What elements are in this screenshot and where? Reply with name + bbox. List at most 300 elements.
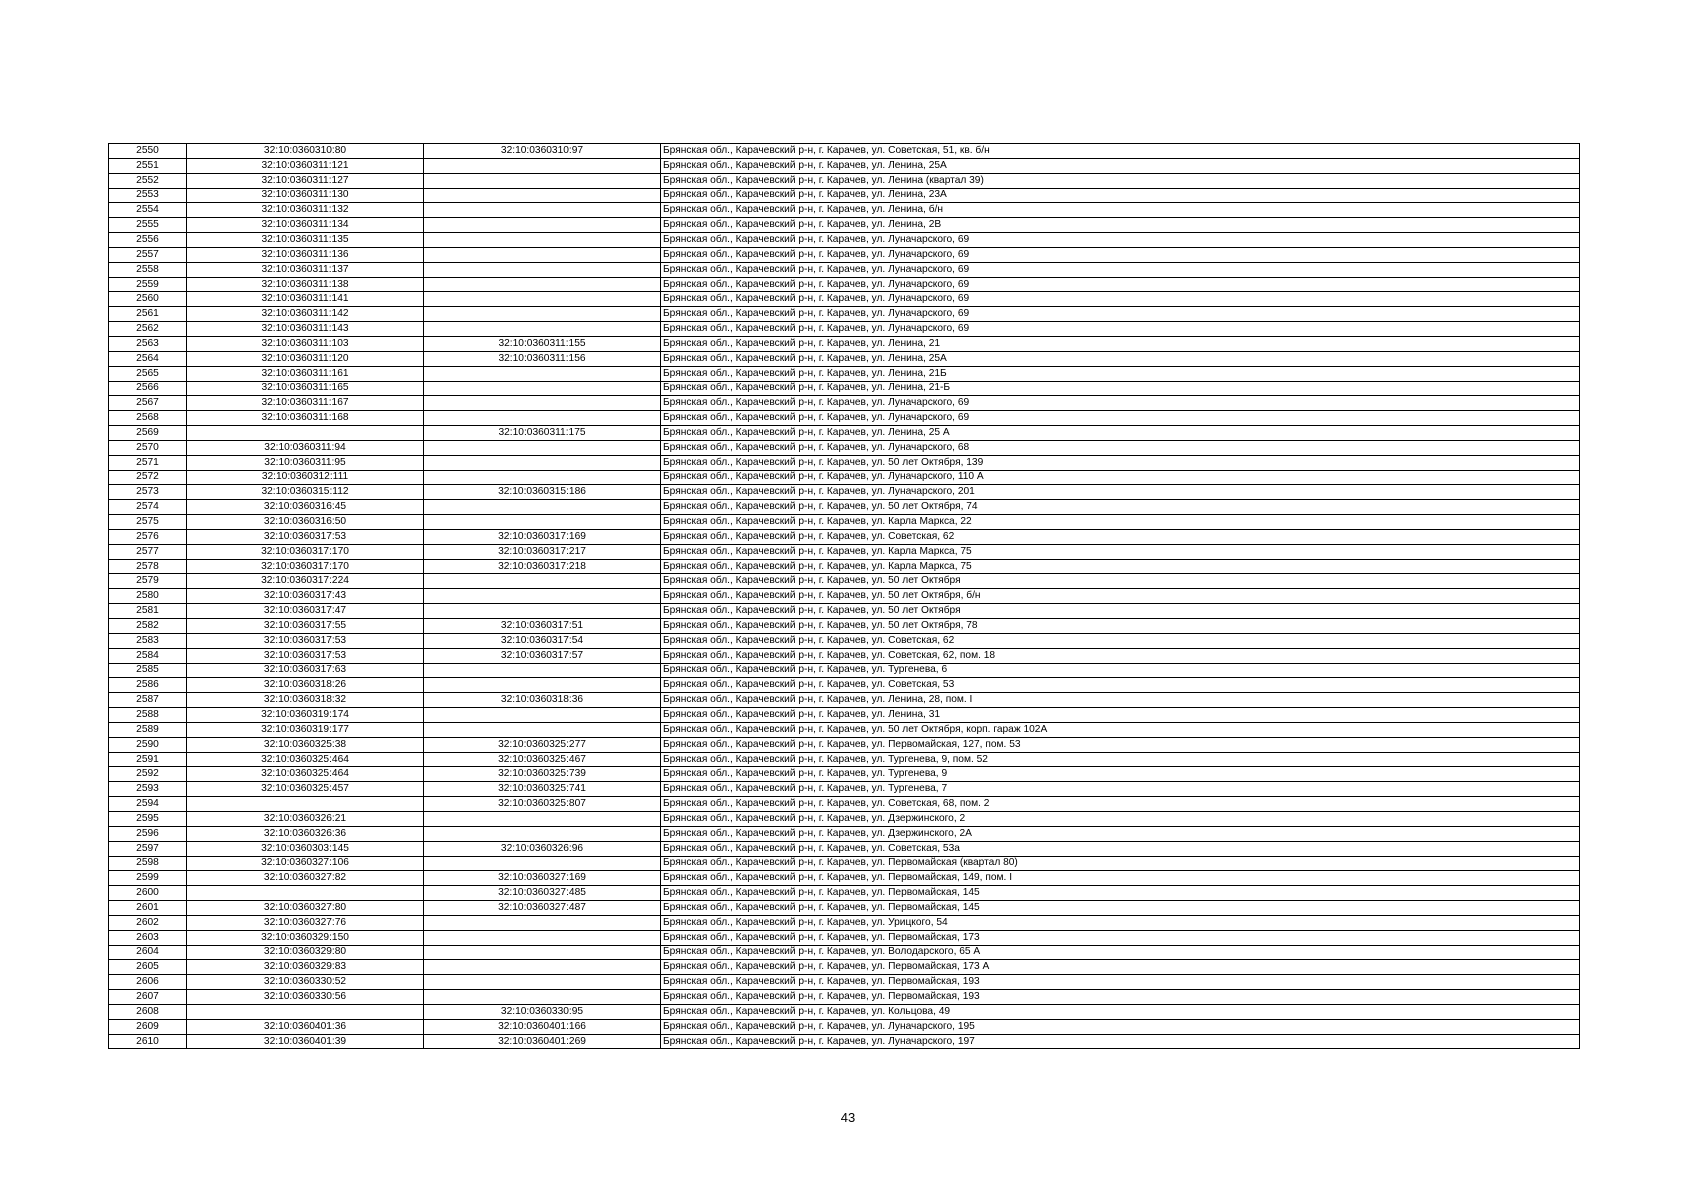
- address-cell: Брянская обл., Карачевский р-н, г. Карачев, ул. Тургенева, 9, пом. 52: [661, 752, 1580, 767]
- table-row: [109, 158, 1580, 173]
- table-row: [109, 737, 1580, 752]
- table-row: [109, 752, 1580, 767]
- cadastral-number-cell: 32:10:0360327:106: [187, 856, 424, 871]
- cadastral-number-cell: 32:10:0360317:55: [187, 619, 424, 634]
- linked-cadastral-number-cell: [424, 722, 661, 737]
- address-cell: Брянская обл., Карачевский р-н, г. Карачев, ул. Володарского, 65 А: [661, 945, 1580, 960]
- linked-cadastral-number-cell: [424, 188, 661, 203]
- address-cell: Брянская обл., Карачевский р-н, г. Карачев, ул. Дзержинского, 2А: [661, 826, 1580, 841]
- cadastral-number-cell: 32:10:0360311:130: [187, 188, 424, 203]
- cadastral-number-cell: 32:10:0360311:137: [187, 262, 424, 277]
- linked-cadastral-number-cell: 32:10:0360325:741: [424, 782, 661, 797]
- row-number-cell: 2585: [109, 663, 187, 678]
- linked-cadastral-number-cell: 32:10:0360327:485: [424, 886, 661, 901]
- address-cell: Брянская обл., Карачевский р-н, г. Карачев, ул. Тургенева, 6: [661, 663, 1580, 678]
- cadastral-number-cell: 32:10:0360310:80: [187, 144, 424, 159]
- address-cell: Брянская обл., Карачевский р-н, г. Карачев, ул. Луначарского, 69: [661, 396, 1580, 411]
- address-cell: Брянская обл., Карачевский р-н, г. Карачев, ул. 50 лет Октября: [661, 574, 1580, 589]
- address-cell: Брянская обл., Карачевский р-н, г. Карачев, ул. Советская, 68, пом. 2: [661, 797, 1580, 812]
- row-number-cell: 2570: [109, 440, 187, 455]
- linked-cadastral-number-cell: [424, 826, 661, 841]
- address-cell: Брянская обл., Карачевский р-н, г. Карачев, ул. 50 лет Октября, 139: [661, 455, 1580, 470]
- address-cell: Брянская обл., Карачевский р-н, г. Карачев, ул. Ленина, 28, пом. I: [661, 693, 1580, 708]
- cadastral-number-cell: 32:10:0360317:53: [187, 529, 424, 544]
- table-row: [109, 426, 1580, 441]
- address-cell: Брянская обл., Карачевский р-н, г. Карачев, ул. Советская, 51, кв. б/н: [661, 144, 1580, 159]
- address-cell: Брянская обл., Карачевский р-н, г. Карачев, ул. Луначарского, 110 А: [661, 470, 1580, 485]
- cadastral-number-cell: 32:10:0360317:170: [187, 544, 424, 559]
- row-number-cell: 2568: [109, 411, 187, 426]
- table-row: [109, 708, 1580, 723]
- linked-cadastral-number-cell: [424, 158, 661, 173]
- row-number-cell: 2580: [109, 589, 187, 604]
- table-row: [109, 722, 1580, 737]
- linked-cadastral-number-cell: [424, 203, 661, 218]
- cadastral-number-cell: 32:10:0360318:32: [187, 693, 424, 708]
- row-number-cell: 2592: [109, 767, 187, 782]
- linked-cadastral-number-cell: 32:10:0360325:739: [424, 767, 661, 782]
- linked-cadastral-number-cell: [424, 856, 661, 871]
- table-row: [109, 336, 1580, 351]
- table-body: [109, 144, 1580, 1049]
- linked-cadastral-number-cell: [424, 470, 661, 485]
- linked-cadastral-number-cell: 32:10:0360330:95: [424, 1004, 661, 1019]
- cadastral-number-cell: 32:10:0360317:53: [187, 648, 424, 663]
- row-number-cell: 2599: [109, 871, 187, 886]
- linked-cadastral-number-cell: 32:10:0360311:175: [424, 426, 661, 441]
- address-cell: Брянская обл., Карачевский р-н, г. Карачев, ул. Луначарского, 69: [661, 322, 1580, 337]
- address-cell: Брянская обл., Карачевский р-н, г. Карачев, ул. 50 лет Октября, корп. гараж 102А: [661, 722, 1580, 737]
- linked-cadastral-number-cell: 32:10:0360317:51: [424, 619, 661, 634]
- cadastral-number-cell: 32:10:0360316:50: [187, 515, 424, 530]
- address-cell: Брянская обл., Карачевский р-н, г. Карачев, ул. Тургенева, 9: [661, 767, 1580, 782]
- cadastral-number-cell: [187, 886, 424, 901]
- address-cell: Брянская обл., Карачевский р-н, г. Карачев, ул. Луначарского, 197: [661, 1034, 1580, 1049]
- table-row: [109, 782, 1580, 797]
- linked-cadastral-number-cell: 32:10:0360317:57: [424, 648, 661, 663]
- address-cell: Брянская обл., Карачевский р-н, г. Карачев, ул. Ленина, б/н: [661, 203, 1580, 218]
- cadastral-number-cell: 32:10:0360311:168: [187, 411, 424, 426]
- linked-cadastral-number-cell: 32:10:0360311:156: [424, 351, 661, 366]
- table-row: [109, 1034, 1580, 1049]
- cadastral-number-cell: 32:10:0360317:170: [187, 559, 424, 574]
- linked-cadastral-number-cell: [424, 811, 661, 826]
- table-row: [109, 574, 1580, 589]
- cadastral-number-cell: 32:10:0360326:36: [187, 826, 424, 841]
- linked-cadastral-number-cell: [424, 574, 661, 589]
- address-cell: Брянская обл., Карачевский р-н, г. Карачев, ул. 50 лет Октября: [661, 604, 1580, 619]
- row-number-cell: 2596: [109, 826, 187, 841]
- row-number-cell: 2584: [109, 648, 187, 663]
- linked-cadastral-number-cell: [424, 262, 661, 277]
- cadastral-number-cell: 32:10:0360318:26: [187, 678, 424, 693]
- row-number-cell: 2572: [109, 470, 187, 485]
- cadastral-number-cell: 32:10:0360311:94: [187, 440, 424, 455]
- row-number-cell: 2606: [109, 975, 187, 990]
- table-row: [109, 856, 1580, 871]
- linked-cadastral-number-cell: 32:10:0360325:467: [424, 752, 661, 767]
- address-cell: Брянская обл., Карачевский р-н, г. Карачев, ул. 50 лет Октября, 74: [661, 500, 1580, 515]
- address-cell: Брянская обл., Карачевский р-н, г. Карачев, ул. Первомайская, 145: [661, 901, 1580, 916]
- linked-cadastral-number-cell: [424, 515, 661, 530]
- table-row: [109, 322, 1580, 337]
- row-number-cell: 2595: [109, 811, 187, 826]
- table-row: [109, 470, 1580, 485]
- cadastral-number-cell: 32:10:0360325:464: [187, 752, 424, 767]
- cadastral-number-cell: [187, 426, 424, 441]
- cadastral-number-cell: 32:10:0360326:21: [187, 811, 424, 826]
- linked-cadastral-number-cell: 32:10:0360318:36: [424, 693, 661, 708]
- table-row: [109, 1004, 1580, 1019]
- table-row: [109, 247, 1580, 262]
- linked-cadastral-number-cell: [424, 411, 661, 426]
- cadastral-number-cell: 32:10:0360311:103: [187, 336, 424, 351]
- address-cell: Брянская обл., Карачевский р-н, г. Карачев, ул. Ленина, 25А: [661, 351, 1580, 366]
- linked-cadastral-number-cell: [424, 589, 661, 604]
- row-number-cell: 2598: [109, 856, 187, 871]
- address-cell: Брянская обл., Карачевский р-н, г. Карачев, ул. Луначарского, 69: [661, 262, 1580, 277]
- table-row: [109, 544, 1580, 559]
- cadastral-number-cell: 32:10:0360325:457: [187, 782, 424, 797]
- table-row: [109, 767, 1580, 782]
- linked-cadastral-number-cell: [424, 322, 661, 337]
- linked-cadastral-number-cell: [424, 915, 661, 930]
- row-number-cell: 2590: [109, 737, 187, 752]
- table-row: [109, 173, 1580, 188]
- linked-cadastral-number-cell: [424, 396, 661, 411]
- address-cell: Брянская обл., Карачевский р-н, г. Карачев, ул. Луначарского, 68: [661, 440, 1580, 455]
- linked-cadastral-number-cell: [424, 678, 661, 693]
- table-row: [109, 915, 1580, 930]
- row-number-cell: 2587: [109, 693, 187, 708]
- linked-cadastral-number-cell: [424, 292, 661, 307]
- cadastral-number-cell: 32:10:0360319:174: [187, 708, 424, 723]
- row-number-cell: 2575: [109, 515, 187, 530]
- row-number-cell: 2560: [109, 292, 187, 307]
- row-number-cell: 2579: [109, 574, 187, 589]
- cadastral-number-cell: 32:10:0360311:141: [187, 292, 424, 307]
- cadastral-number-cell: [187, 1004, 424, 1019]
- linked-cadastral-number-cell: 32:10:0360317:54: [424, 633, 661, 648]
- row-number-cell: 2577: [109, 544, 187, 559]
- cadastral-number-cell: 32:10:0360319:177: [187, 722, 424, 737]
- address-cell: Брянская обл., Карачевский р-н, г. Карачев, ул. Ленина, 31: [661, 708, 1580, 723]
- cadastral-number-cell: 32:10:0360311:136: [187, 247, 424, 262]
- cadastral-number-cell: 32:10:0360401:36: [187, 1019, 424, 1034]
- cadastral-number-cell: 32:10:0360311:143: [187, 322, 424, 337]
- table-row: [109, 811, 1580, 826]
- linked-cadastral-number-cell: 32:10:0360311:155: [424, 336, 661, 351]
- cadastral-number-cell: 32:10:0360311:167: [187, 396, 424, 411]
- table-row: [109, 826, 1580, 841]
- row-number-cell: 2610: [109, 1034, 187, 1049]
- table-row: [109, 648, 1580, 663]
- linked-cadastral-number-cell: [424, 440, 661, 455]
- cadastral-number-cell: 32:10:0360325:464: [187, 767, 424, 782]
- address-cell: Брянская обл., Карачевский р-н, г. Карачев, ул. Карла Маркса, 75: [661, 559, 1580, 574]
- row-number-cell: 2601: [109, 901, 187, 916]
- address-cell: Брянская обл., Карачевский р-н, г. Карачев, ул. Ленина, 21Б: [661, 366, 1580, 381]
- row-number-cell: 2589: [109, 722, 187, 737]
- row-number-cell: 2605: [109, 960, 187, 975]
- linked-cadastral-number-cell: [424, 930, 661, 945]
- cadastral-number-cell: 32:10:0360312:111: [187, 470, 424, 485]
- address-cell: Брянская обл., Карачевский р-н, г. Карачев, ул. Луначарского, 69: [661, 292, 1580, 307]
- cadastral-number-cell: 32:10:0360327:82: [187, 871, 424, 886]
- row-number-cell: 2552: [109, 173, 187, 188]
- cadastral-number-cell: 32:10:0360330:56: [187, 990, 424, 1005]
- table-row: [109, 663, 1580, 678]
- table-row: [109, 203, 1580, 218]
- row-number-cell: 2574: [109, 500, 187, 515]
- address-cell: Брянская обл., Карачевский р-н, г. Карачев, ул. Первомайская, 145: [661, 886, 1580, 901]
- cadastral-number-cell: 32:10:0360317:224: [187, 574, 424, 589]
- cadastral-number-cell: 32:10:0360317:63: [187, 663, 424, 678]
- table-row: [109, 292, 1580, 307]
- row-number-cell: 2561: [109, 307, 187, 322]
- table-row: [109, 693, 1580, 708]
- table-row: [109, 440, 1580, 455]
- table-row: [109, 351, 1580, 366]
- address-cell: Брянская обл., Карачевский р-н, г. Карачев, ул. Первомайская, 149, пом. I: [661, 871, 1580, 886]
- table-row: [109, 411, 1580, 426]
- table-row: [109, 188, 1580, 203]
- cadastral-number-cell: 32:10:0360303:145: [187, 841, 424, 856]
- table-row: [109, 604, 1580, 619]
- registry-table: [108, 143, 1580, 1049]
- linked-cadastral-number-cell: [424, 233, 661, 248]
- linked-cadastral-number-cell: [424, 990, 661, 1005]
- table-row: [109, 381, 1580, 396]
- linked-cadastral-number-cell: 32:10:0360327:487: [424, 901, 661, 916]
- address-cell: Брянская обл., Карачевский р-н, г. Карачев, ул. Ленина, 25 А: [661, 426, 1580, 441]
- row-number-cell: 2554: [109, 203, 187, 218]
- cadastral-number-cell: 32:10:0360311:142: [187, 307, 424, 322]
- address-cell: Брянская обл., Карачевский р-н, г. Карачев, ул. Ленина, 25А: [661, 158, 1580, 173]
- table-row: [109, 841, 1580, 856]
- linked-cadastral-number-cell: 32:10:0360310:97: [424, 144, 661, 159]
- cadastral-number-cell: 32:10:0360311:121: [187, 158, 424, 173]
- address-cell: Брянская обл., Карачевский р-н, г. Карачев, ул. Первомайская, 193: [661, 975, 1580, 990]
- cadastral-number-cell: 32:10:0360311:138: [187, 277, 424, 292]
- table-row: [109, 871, 1580, 886]
- address-cell: Брянская обл., Карачевский р-н, г. Карачев, ул. 50 лет Октября, 78: [661, 619, 1580, 634]
- address-cell: Брянская обл., Карачевский р-н, г. Карачев, ул. Советская, 62: [661, 633, 1580, 648]
- address-cell: Брянская обл., Карачевский р-н, г. Карачев, ул. Первомайская, 127, пом. 53: [661, 737, 1580, 752]
- row-number-cell: 2607: [109, 990, 187, 1005]
- row-number-cell: 2558: [109, 262, 187, 277]
- cadastral-number-cell: 32:10:0360311:95: [187, 455, 424, 470]
- cadastral-number-cell: 32:10:0360311:161: [187, 366, 424, 381]
- row-number-cell: 2588: [109, 708, 187, 723]
- linked-cadastral-number-cell: [424, 500, 661, 515]
- address-cell: Брянская обл., Карачевский р-н, г. Карачев, ул. Первомайская, 173 А: [661, 960, 1580, 975]
- address-cell: Брянская обл., Карачевский р-н, г. Карачев, ул. Первомайская, 173: [661, 930, 1580, 945]
- cadastral-number-cell: 32:10:0360329:150: [187, 930, 424, 945]
- table-row: [109, 366, 1580, 381]
- row-number-cell: 2551: [109, 158, 187, 173]
- table-row: [109, 485, 1580, 500]
- row-number-cell: 2564: [109, 351, 187, 366]
- row-number-cell: 2559: [109, 277, 187, 292]
- row-number-cell: 2591: [109, 752, 187, 767]
- address-cell: Брянская обл., Карачевский р-н, г. Карачев, ул. Луначарского, 69: [661, 247, 1580, 262]
- address-cell: Брянская обл., Карачевский р-н, г. Карачев, ул. Первомайская, 193: [661, 990, 1580, 1005]
- row-number-cell: 2578: [109, 559, 187, 574]
- row-number-cell: 2604: [109, 945, 187, 960]
- address-cell: Брянская обл., Карачевский р-н, г. Карачев, ул. Луначарского, 201: [661, 485, 1580, 500]
- table-row: [109, 945, 1580, 960]
- address-cell: Брянская обл., Карачевский р-н, г. Карачев, ул. Карла Маркса, 75: [661, 544, 1580, 559]
- linked-cadastral-number-cell: [424, 945, 661, 960]
- address-cell: Брянская обл., Карачевский р-н, г. Карачев, ул. Дзержинского, 2: [661, 811, 1580, 826]
- linked-cadastral-number-cell: [424, 960, 661, 975]
- cadastral-number-cell: 32:10:0360317:47: [187, 604, 424, 619]
- table-row: [109, 960, 1580, 975]
- table-row: [109, 307, 1580, 322]
- linked-cadastral-number-cell: 32:10:0360401:166: [424, 1019, 661, 1034]
- address-cell: Брянская обл., Карачевский р-н, г. Карачев, ул. Советская, 53а: [661, 841, 1580, 856]
- address-cell: Брянская обл., Карачевский р-н, г. Карачев, ул. Ленина, 23А: [661, 188, 1580, 203]
- row-number-cell: 2583: [109, 633, 187, 648]
- row-number-cell: 2609: [109, 1019, 187, 1034]
- table-row: [109, 277, 1580, 292]
- table-row: [109, 678, 1580, 693]
- linked-cadastral-number-cell: [424, 663, 661, 678]
- cadastral-number-cell: 32:10:0360311:134: [187, 218, 424, 233]
- cadastral-number-cell: 32:10:0360327:76: [187, 915, 424, 930]
- linked-cadastral-number-cell: 32:10:0360325:807: [424, 797, 661, 812]
- address-cell: Брянская обл., Карачевский р-н, г. Карачев, ул. Тургенева, 7: [661, 782, 1580, 797]
- row-number-cell: 2597: [109, 841, 187, 856]
- cadastral-number-cell: 32:10:0360311:127: [187, 173, 424, 188]
- cadastral-number-cell: 32:10:0360315:112: [187, 485, 424, 500]
- row-number-cell: 2555: [109, 218, 187, 233]
- row-number-cell: 2566: [109, 381, 187, 396]
- cadastral-number-cell: 32:10:0360401:39: [187, 1034, 424, 1049]
- table-row: [109, 901, 1580, 916]
- linked-cadastral-number-cell: [424, 173, 661, 188]
- address-cell: Брянская обл., Карачевский р-н, г. Карачев, ул. 50 лет Октября, б/н: [661, 589, 1580, 604]
- row-number-cell: 2550: [109, 144, 187, 159]
- row-number-cell: 2567: [109, 396, 187, 411]
- cadastral-number-cell: 32:10:0360311:135: [187, 233, 424, 248]
- linked-cadastral-number-cell: 32:10:0360317:217: [424, 544, 661, 559]
- row-number-cell: 2553: [109, 188, 187, 203]
- linked-cadastral-number-cell: [424, 277, 661, 292]
- linked-cadastral-number-cell: [424, 366, 661, 381]
- cadastral-number-cell: 32:10:0360330:52: [187, 975, 424, 990]
- address-cell: Брянская обл., Карачевский р-н, г. Карачев, ул. Кольцова, 49: [661, 1004, 1580, 1019]
- linked-cadastral-number-cell: 32:10:0360317:218: [424, 559, 661, 574]
- cadastral-number-cell: 32:10:0360329:80: [187, 945, 424, 960]
- table-row: [109, 1019, 1580, 1034]
- row-number-cell: 2594: [109, 797, 187, 812]
- table-row: [109, 262, 1580, 277]
- row-number-cell: 2557: [109, 247, 187, 262]
- linked-cadastral-number-cell: 32:10:0360315:186: [424, 485, 661, 500]
- table-row: [109, 529, 1580, 544]
- linked-cadastral-number-cell: [424, 975, 661, 990]
- row-number-cell: 2569: [109, 426, 187, 441]
- linked-cadastral-number-cell: [424, 247, 661, 262]
- table-row: [109, 218, 1580, 233]
- linked-cadastral-number-cell: 32:10:0360326:96: [424, 841, 661, 856]
- linked-cadastral-number-cell: 32:10:0360317:169: [424, 529, 661, 544]
- cadastral-number-cell: 32:10:0360311:120: [187, 351, 424, 366]
- table-row: [109, 233, 1580, 248]
- row-number-cell: 2562: [109, 322, 187, 337]
- linked-cadastral-number-cell: [424, 218, 661, 233]
- linked-cadastral-number-cell: [424, 604, 661, 619]
- row-number-cell: 2608: [109, 1004, 187, 1019]
- address-cell: Брянская обл., Карачевский р-н, г. Карачев, ул. Ленина (квартал 39): [661, 173, 1580, 188]
- row-number-cell: 2593: [109, 782, 187, 797]
- linked-cadastral-number-cell: 32:10:0360401:269: [424, 1034, 661, 1049]
- page-number: 43: [840, 1110, 856, 1125]
- linked-cadastral-number-cell: [424, 455, 661, 470]
- address-cell: Брянская обл., Карачевский р-н, г. Карачев, ул. Ленина, 21-Б: [661, 381, 1580, 396]
- address-cell: Брянская обл., Карачевский р-н, г. Карачев, ул. Луначарского, 69: [661, 411, 1580, 426]
- row-number-cell: 2576: [109, 529, 187, 544]
- linked-cadastral-number-cell: [424, 307, 661, 322]
- row-number-cell: 2603: [109, 930, 187, 945]
- address-cell: Брянская обл., Карачевский р-н, г. Карачев, ул. Луначарского, 69: [661, 233, 1580, 248]
- row-number-cell: 2586: [109, 678, 187, 693]
- address-cell: Брянская обл., Карачевский р-н, г. Карачев, ул. Первомайская (квартал 80): [661, 856, 1580, 871]
- row-number-cell: 2600: [109, 886, 187, 901]
- linked-cadastral-number-cell: 32:10:0360325:277: [424, 737, 661, 752]
- cadastral-number-cell: 32:10:0360325:38: [187, 737, 424, 752]
- table-row: [109, 500, 1580, 515]
- address-cell: Брянская обл., Карачевский р-н, г. Карачев, ул. Карла Маркса, 22: [661, 515, 1580, 530]
- row-number-cell: 2582: [109, 619, 187, 634]
- address-cell: Брянская обл., Карачевский р-н, г. Карачев, ул. Ленина, 2В: [661, 218, 1580, 233]
- address-cell: Брянская обл., Карачевский р-н, г. Карачев, ул. Советская, 62, пом. 18: [661, 648, 1580, 663]
- linked-cadastral-number-cell: 32:10:0360327:169: [424, 871, 661, 886]
- row-number-cell: 2581: [109, 604, 187, 619]
- cadastral-number-cell: 32:10:0360311:132: [187, 203, 424, 218]
- table-row: [109, 144, 1580, 159]
- address-cell: Брянская обл., Карачевский р-н, г. Карачев, ул. Ленина, 21: [661, 336, 1580, 351]
- row-number-cell: 2556: [109, 233, 187, 248]
- table-row: [109, 797, 1580, 812]
- cadastral-number-cell: [187, 797, 424, 812]
- table-row: [109, 886, 1580, 901]
- address-cell: Брянская обл., Карачевский р-н, г. Карачев, ул. Урицкого, 54: [661, 915, 1580, 930]
- cadastral-number-cell: 32:10:0360329:83: [187, 960, 424, 975]
- cadastral-number-cell: 32:10:0360316:45: [187, 500, 424, 515]
- address-cell: Брянская обл., Карачевский р-н, г. Карачев, ул. Советская, 53: [661, 678, 1580, 693]
- cadastral-number-cell: 32:10:0360327:80: [187, 901, 424, 916]
- address-cell: Брянская обл., Карачевский р-н, г. Карачев, ул. Луначарского, 69: [661, 307, 1580, 322]
- linked-cadastral-number-cell: [424, 708, 661, 723]
- address-cell: Брянская обл., Карачевский р-н, г. Карачев, ул. Луначарского, 195: [661, 1019, 1580, 1034]
- cadastral-number-cell: 32:10:0360311:165: [187, 381, 424, 396]
- cadastral-number-cell: 32:10:0360317:53: [187, 633, 424, 648]
- table-row: [109, 559, 1580, 574]
- table-row: [109, 990, 1580, 1005]
- address-cell: Брянская обл., Карачевский р-н, г. Карачев, ул. Советская, 62: [661, 529, 1580, 544]
- row-number-cell: 2565: [109, 366, 187, 381]
- row-number-cell: 2571: [109, 455, 187, 470]
- row-number-cell: 2563: [109, 336, 187, 351]
- row-number-cell: 2602: [109, 915, 187, 930]
- row-number-cell: 2573: [109, 485, 187, 500]
- address-cell: Брянская обл., Карачевский р-н, г. Карачев, ул. Луначарского, 69: [661, 277, 1580, 292]
- table-row: [109, 515, 1580, 530]
- table-row: [109, 633, 1580, 648]
